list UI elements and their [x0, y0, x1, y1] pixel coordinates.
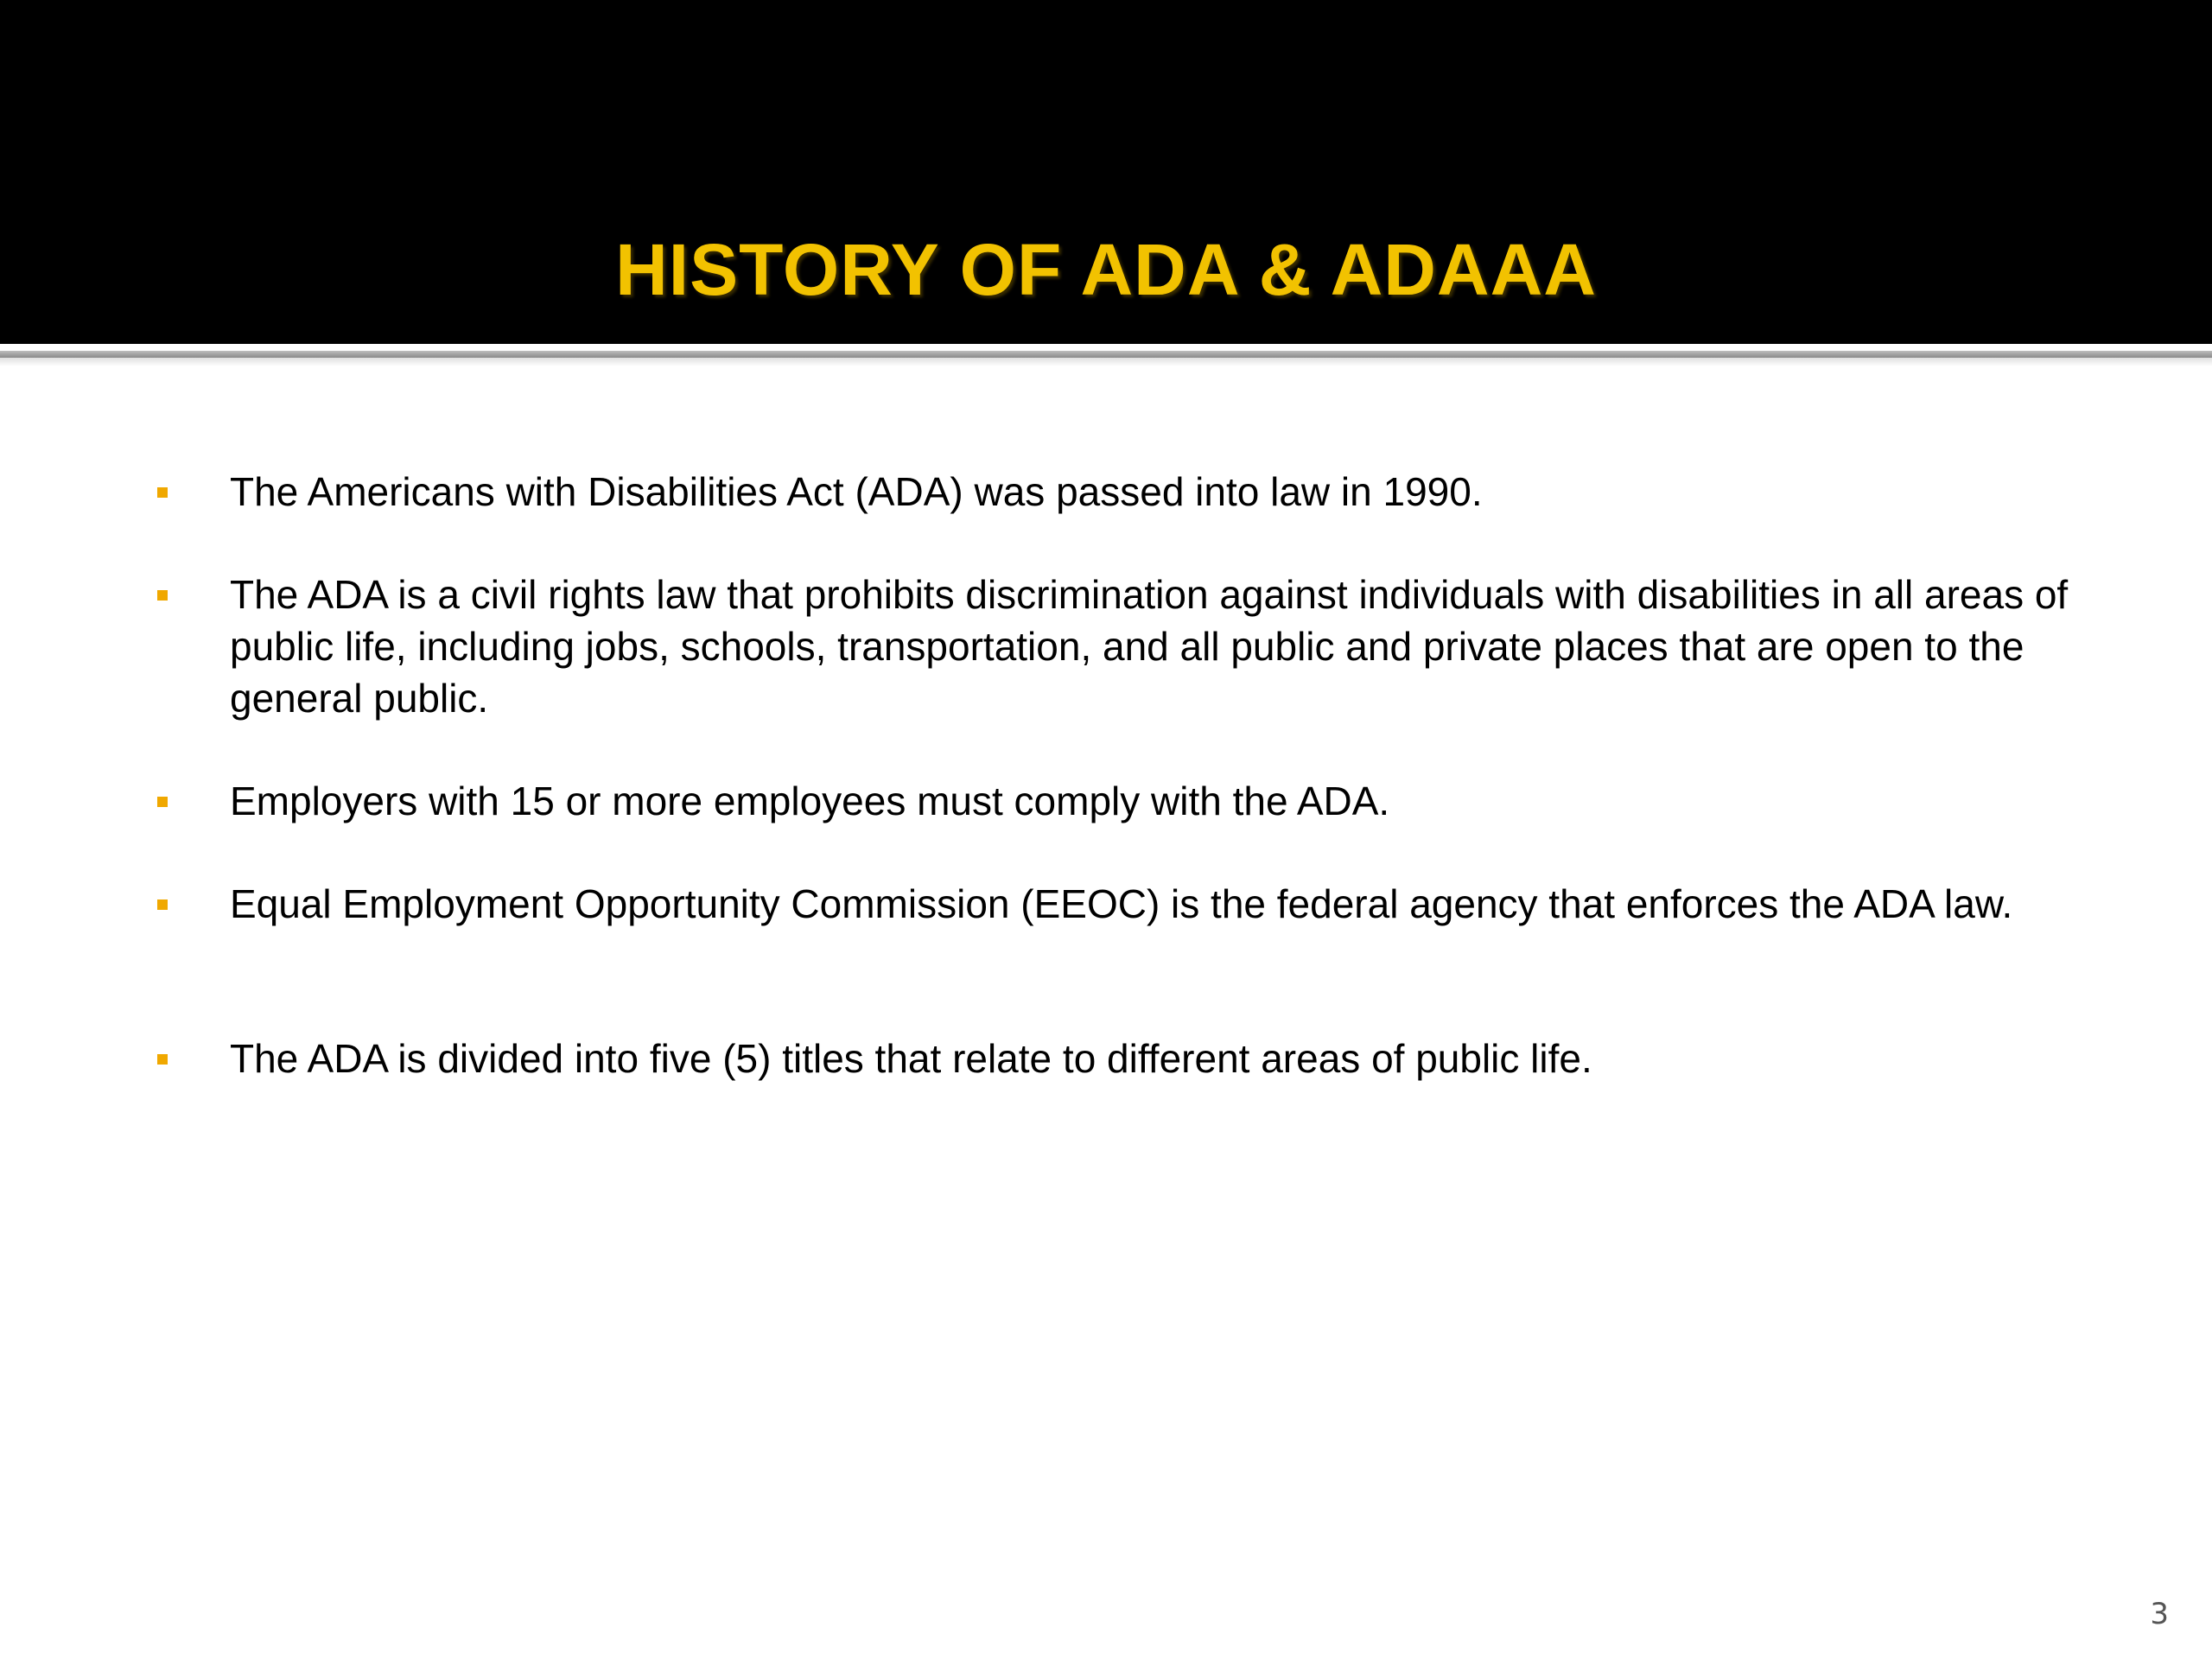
- header-divider: [0, 351, 2212, 358]
- square-bullet-icon: [157, 797, 168, 807]
- bullet-text: Equal Employment Opportunity Commission (EEOC) is the federal agency that enforces the ADA law.: [230, 881, 2013, 926]
- header-divider-shadow: [0, 358, 2212, 366]
- bullet-text: The ADA is divided into five (5) titles that relate to different areas of public life.: [230, 1036, 1592, 1081]
- title-bar: [0, 0, 2212, 344]
- bullet-text: Employers with 15 or more employees must comply with the ADA.: [230, 779, 1390, 823]
- square-bullet-icon: [157, 487, 168, 498]
- square-bullet-icon: [157, 1054, 168, 1065]
- header-divider-highlight: [0, 344, 2212, 351]
- bullet-text: The Americans with Disabilities Act (ADA) was passed into law in 1990.: [230, 469, 1483, 514]
- square-bullet-icon: [157, 590, 168, 601]
- page-number: 3: [2150, 1597, 2169, 1631]
- bullet-text: The ADA is a civil rights law that prohibits discrimination against individuals with disabilities in all areas of public life, including jobs, schools, transportation, and all public and private places that are open to the general public.: [230, 572, 2069, 721]
- slide-title: HISTORY OF ADA & ADAAA: [615, 229, 1597, 310]
- square-bullet-icon: [157, 899, 168, 910]
